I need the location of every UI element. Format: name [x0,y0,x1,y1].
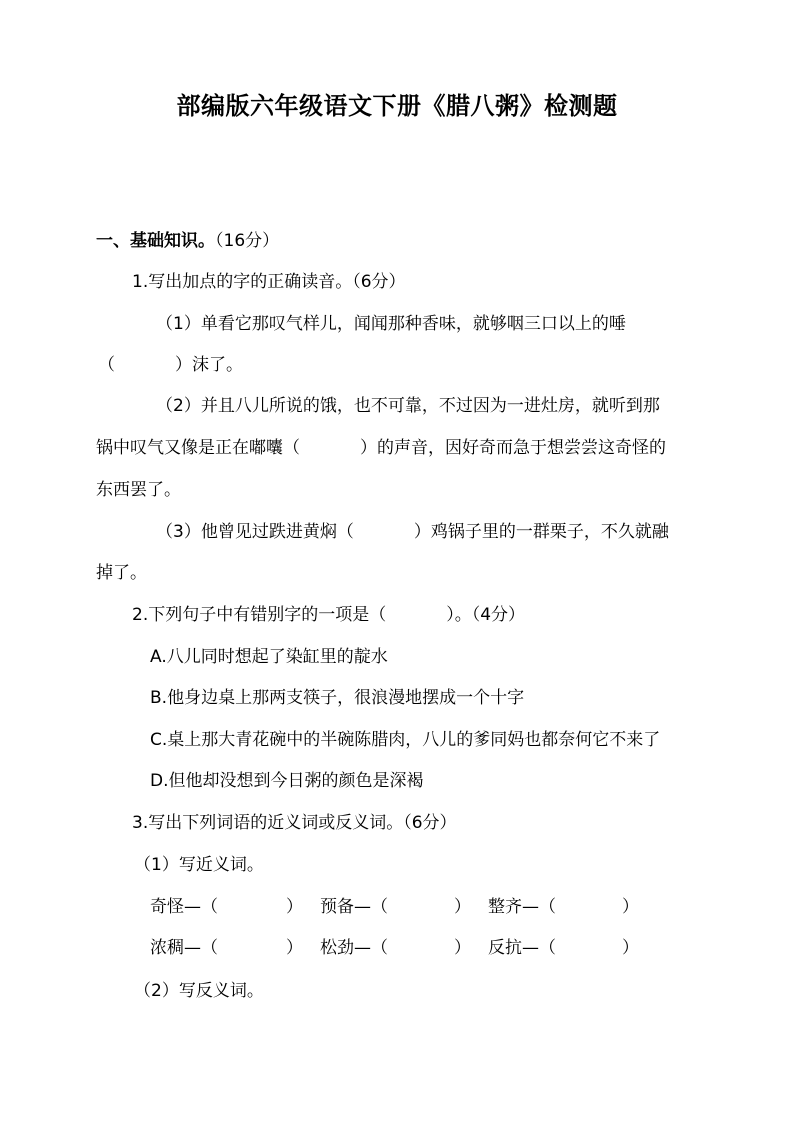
question-1-item-2-text-a: 锅中叹气又像是正在嘟囔（ [96,438,300,458]
question-1-item-2-text-b: ）的声音，因好奇而急于想尝尝这奇怪的 [360,438,666,458]
answer-blank-open: （ [98,355,115,375]
document-title: 部编版六年级语文下册《腊八粥》检测题 [176,92,618,120]
word-blank-close: ） [454,897,471,917]
section-heading-score: （16分） [215,231,280,251]
answer-blank-close: ）沫了。 [175,355,243,375]
word-blank-close: ） [286,897,303,917]
word-prompt: 浓稠—（ [150,938,218,958]
question-1-item-1-line-2 [98,354,243,376]
word-blank-close: ） [286,938,303,958]
question-2-prompt [132,604,525,626]
section-heading [96,230,279,252]
question-3-part-2-label: （2）写反义词。 [134,981,264,1001]
word-blank-close: ） [622,938,639,958]
question-1-item-3-text-a: （3）他曾见过跌进黄焖（ [156,522,354,542]
option-d: D.但他却没想到今日粥的颜色是深褐 [150,771,424,791]
question-1-item-3-text-b: ）鸡锅子里的一群栗子，不久就融 [413,522,669,542]
question-2-text-b: ）。（4分） [446,605,526,625]
word-prompt: 奇怪—（ [150,897,218,917]
question-1-item-2-line-1: （2）并且八儿所说的饿，也不可靠，不过因为一进灶房，就听到那 [156,396,660,416]
question-1-item-1-line-1: （1）单看它那叹气样儿，闻闻那种香味，就够咽三口以上的唾 [156,314,626,334]
section-heading-label: 一、基础知识。 [96,231,215,251]
question-2-text-a: 2.下列句子中有错别字的一项是（ [132,605,387,625]
word-prompt: 整齐—（ [488,897,556,917]
word-prompt: 预备—（ [320,897,388,917]
word-blank-close: ） [622,897,639,917]
question-1-item-2-line-2 [96,437,666,459]
question-1-item-3-line-1 [156,521,669,543]
word-prompt: 反抗—（ [488,938,556,958]
option-c: C.桌上那大青花碗中的半碗陈腊肉，八儿的爹同妈也都奈何它不来了 [150,730,661,750]
question-1-item-2-line-3: 东西罢了。 [96,480,181,500]
question-3-part-1-label: （1）写近义词。 [134,855,264,875]
question-3-prompt: 3.写出下列词语的近义词或反义词。（6分） [132,813,457,833]
option-a: A.八儿同时想起了染缸里的靛水 [150,647,388,667]
option-b: B.他身边桌上那两支筷子，很浪漫地摆成一个十字 [150,688,525,708]
word-prompt: 松劲—（ [320,938,388,958]
word-blank-close: ） [454,938,471,958]
question-1-prompt: 1.写出加点的字的正确读音。（6分） [132,272,406,292]
question-1-item-3-line-2: 掉了。 [96,563,147,583]
